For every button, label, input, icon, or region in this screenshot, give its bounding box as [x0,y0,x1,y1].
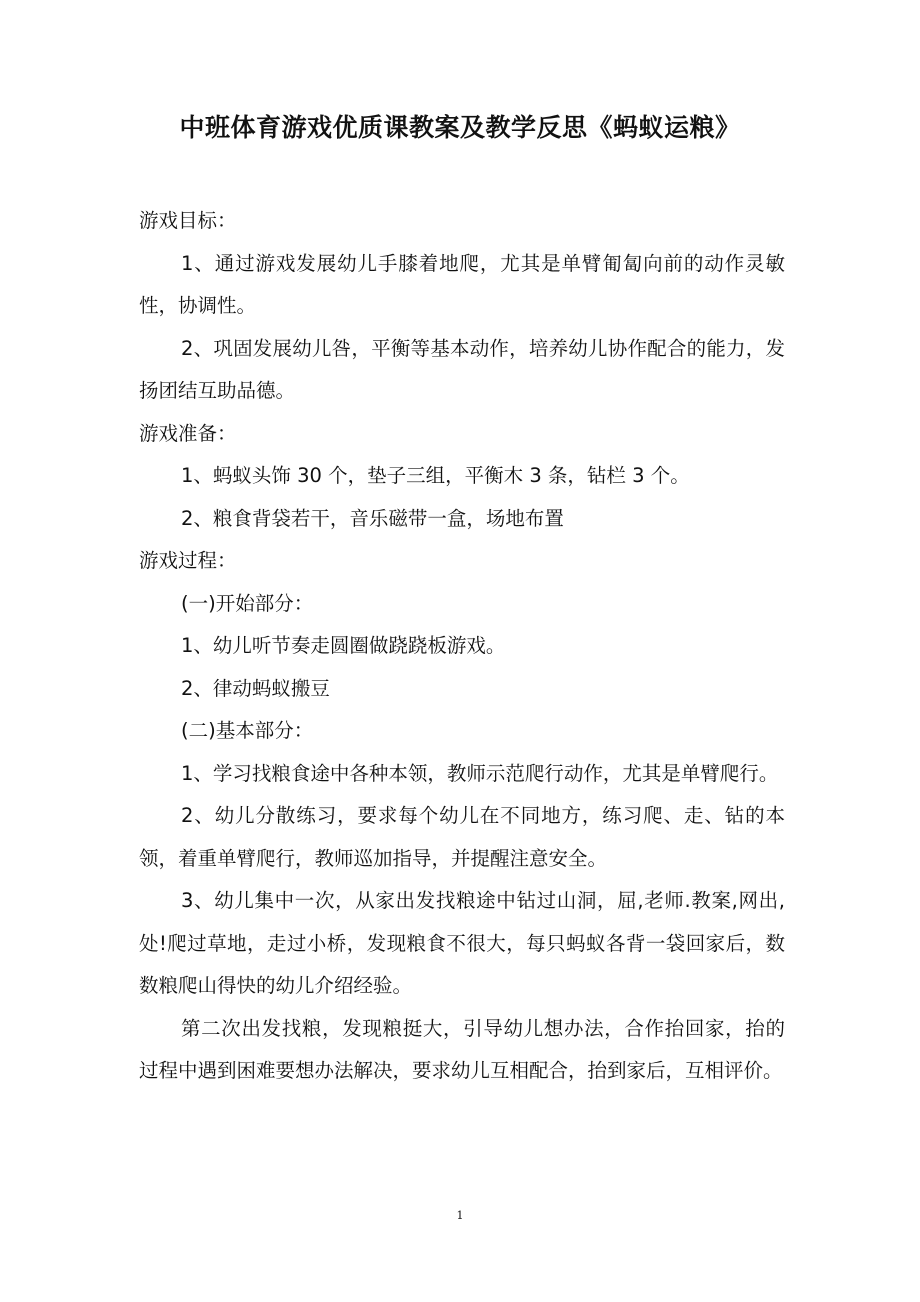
page-number: 1 [456,1209,464,1222]
preparation-item-1: 1、蚂蚁头饰 30 个，垫子三组，平衡木 3 条，钻栏 3 个。 [181,464,690,487]
goal-item-1: 1、通过游戏发展幼儿手膝着地爬，尤其是单臂匍匐向前的动作灵敏性，协调性。 [139,251,785,317]
goal-item-2: 2、巩固发展幼儿咎，平衡等基本动作，培养幼儿协作配合的能力，发扬团结互助品德。 [139,336,785,402]
section-heading-preparation: 游戏准备： [139,421,237,445]
preparation-item-2: 2、粮食背袋若干，音乐磁带一盒，场地布置 [181,506,564,530]
basic-item-3: 3、幼儿集中一次，从家出发找粮途中钻过山洞，屈,老师.教案,网出,处!爬过草地，走过小桥，发现粮食不很大，每只蚂蚁各背一袋回家后，数数粮爬山得快的幼儿介绍经验。 [139,889,785,997]
subsection-heading-basic: (二)基本部分： [181,719,314,742]
subsection-heading-start: (一)开始部分： [181,591,314,615]
basic-item-2: 2、幼儿分散练习，要求每个幼儿在不同地方，练习爬、走、钻的本领，着重单臂爬行，教师巡加指导，并提醒注意安全。 [139,804,785,870]
basic-item-1: 1、学习找粮食途中各种本领，教师示范爬行动作，尤其是单臂爬行。 [181,761,779,785]
basic-paragraph-second-trip: 第二次出发找粮，发现粮挺大，引导幼儿想办法，合作抬回家，抬的过程中遇到困难要想办法解决，要求幼儿互相配合，抬到家后，互相评价。 [139,1016,785,1082]
start-item-2: 2、律动蚂蚁搬豆 [181,676,330,700]
section-heading-process: 游戏过程： [139,549,237,572]
document-body [139,200,785,1093]
section-heading-goals: 游戏目标： [139,209,237,232]
document-title: 中班体育游戏优质课教案及教学反思《蚂蚁运粮》 [179,113,741,142]
start-item-1: 1、幼儿听节奏走圆圈做跷跷板游戏。 [181,634,506,657]
